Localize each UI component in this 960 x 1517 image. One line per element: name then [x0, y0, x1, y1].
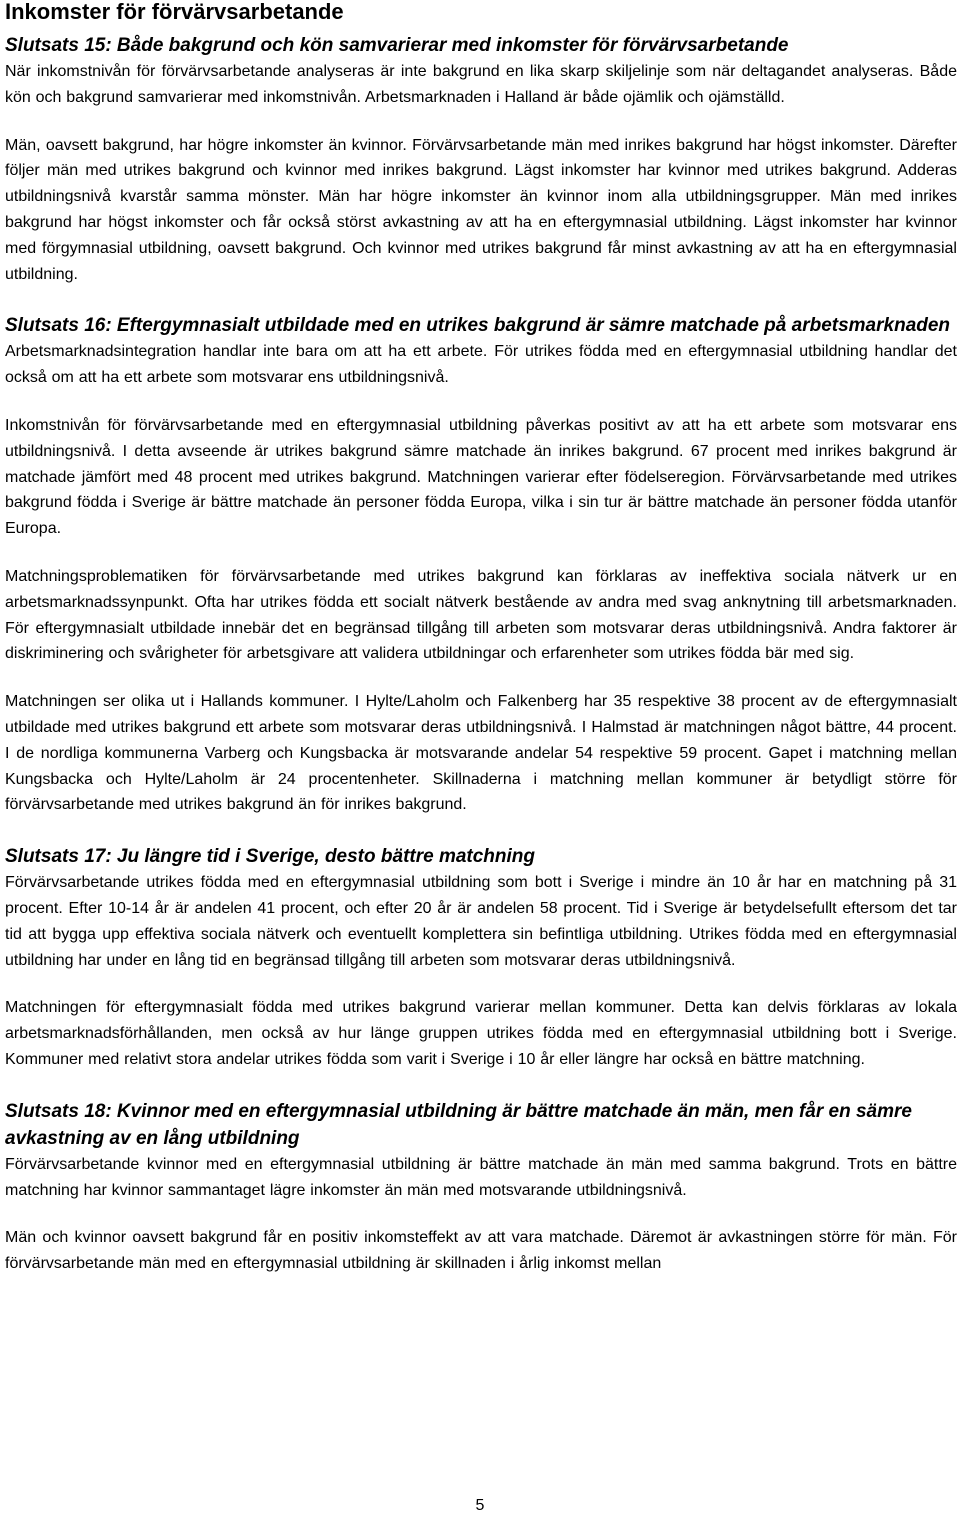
section-slutsats-15 [5, 32, 957, 287]
paragraph: Arbetsmarknadsintegration handlar inte bara om att ha ett arbete. För utrikes födda med en eftergymnasial utbildning handlar det också om att ha ett arbete som motsvarar ens utbildningsnivå. [5, 343, 957, 387]
paragraph: Matchningsproblematiken för förvärvsarbetande med utrikes bakgrund kan förklaras av ineffektiva sociala nätverk ur en arbetsmarknadssynpunkt. Ofta har utrikes födda ett socialt nätverk bestående av andra med svag anknytning till arbetsmarknaden. För eftergymnasialt utbildade innebär det en begränsad tillgång till arbeten som motsvarar deras utbildningsnivå. Andra faktorer är diskriminering och svårigheter för arbetsgivare att validera utbildningar och erfarenheter som utrikes födda bär med sig. [5, 567, 957, 663]
page-title: Inkomster för förvärvsarbetande [5, 0, 344, 24]
paragraph: Matchningen ser olika ut i Hallands kommuner. I Hylte/Laholm och Falkenberg har 35 respektive 38 procent av de eftergymnasialt utbildade med utrikes bakgrund ett arbete som motsvarar deras utbildningsnivå. I Halmstad är matchningen något bättre, 44 procent. I de nordliga kommunerna Varberg och Kungsbacka är motsvarande andelar 54 respektive 59 procent. Gapet i matchning mellan Kungsbacka och Hylte/Laholm är 24 procentenheter. Skillnaderna i matchning mellan kommuner är betydligt större för förvärvsarbetande med utrikes bakgrund än för inrikes bakgrund. [5, 693, 957, 814]
paragraph: När inkomstnivån för förvärvsarbetande analyseras är inte bakgrund en lika skarp skiljelinje som när deltagandet analyseras. Både kön och bakgrund samvarierar med inkomstnivån. Arbetsmarknaden i Halland är både ojämlik och ojämställd. [5, 63, 957, 106]
section-heading: Slutsats 17: Ju längre tid i Sverige, desto bättre matchning [5, 846, 536, 868]
section-slutsats-18 [5, 1098, 957, 1277]
paragraph: Män, oavsett bakgrund, har högre inkomster än kvinnor. Förvärvsarbetande män med inrikes bakgrund har högst inkomster. Därefter följer män med utrikes bakgrund och kvinnor med inrikes bakgrund. Lägst inkomster har kvinnor med utrikes bakgrund. Adderas utbildningsnivå kvarstår samma mönster. Män har högre inkomster än kvinnor inom alla utbildningsgrupper. Män med inrikes bakgrund har högst inkomster och får också störst avkastning av att ha en eftergymnasial utbildning. Lägst inkomster har kvinnor med förgymnasial utbildning, oavsett bakgrund. Och kvinnor med utrikes bakgrund får minst avkastning av att ha en eftergymnasial utbildning. [5, 136, 957, 283]
section-heading: Slutsats 16: Eftergymnasialt utbildade med en utrikes bakgrund är sämre matchade på arbetsmarknaden [5, 315, 951, 337]
section-heading: Slutsats 15: Både bakgrund och kön samvarierar med inkomster för förvärvsarbetande [5, 35, 789, 56]
paragraph: Män och kvinnor oavsett bakgrund får en positiv inkomsteffekt av att vara matchade. Däremot är avkastningen större för män. För förvärvsarbetande män med en eftergymnasial utbildning är skillnaden i årlig inkomst mellan [5, 1229, 957, 1273]
section-slutsats-16 [5, 312, 957, 818]
document-page [5, 0, 957, 1277]
section-slutsats-17 [5, 843, 957, 1073]
section-heading: Slutsats 18: Kvinnor med en eftergymnasial utbildning är bättre matchade än män, men får en sämre avkastning av en lång utbildning [5, 1100, 912, 1149]
paragraph: Förvärvsarbetande kvinnor med en eftergymnasial utbildning är bättre matchade än män med samma bakgrund. Trots en bättre matchning har kvinnor sammantaget lägre inkomster än män med motsvarande utbildningsnivå. [5, 1155, 957, 1199]
paragraph: Förvärvsarbetande utrikes födda med en eftergymnasial utbildning som bott i Sverige i mindre än 10 år har en matchning på 31 procent. Efter 10-14 år är andelen 41 procent, och efter 20 år är andelen 58 procent. Tid i Sverige är betydelsefullt eftersom det tar tid att bygga upp effektiva sociala nätverk och eventuellt komplettera sin befintliga utbildning. Utrikes födda med en eftergymnasial utbildning har under en lång tid en begränsad tillgång till arbeten som motsvarar deras utbildningsnivå. [5, 874, 957, 969]
paragraph: Matchningen för eftergymnasialt födda med utrikes bakgrund varierar mellan kommuner. Detta kan delvis förklaras av lokala arbetsmarknadsförhållanden, men också av hur länge gruppen utrikes födda med en eftergymnasial utbildning bott i Sverige. Kommuner med relativt stora andelar utrikes födda som varit i Sverige i 10 år eller längre har också en bättre matchning. [5, 999, 957, 1068]
paragraph: Inkomstnivån för förvärvsarbetande med en eftergymnasial utbildning påverkas positivt av att ha ett arbete som motsvarar ens utbildningsnivå. I detta avseende är utrikes bakgrund sämre matchade än inrikes bakgrund. 67 procent med inrikes bakgrund är matchade jämfört med 48 procent med utrikes bakgrund. Matchningen varierar efter födelseregion. Förvärvsarbetande med utrikes bakgrund födda i Sverige är bättre matchade än personer födda Europa, vilka i sin tur är bättre matchade än personer födda utanför Europa. [5, 416, 957, 538]
page-number: 5 [475, 1497, 485, 1514]
